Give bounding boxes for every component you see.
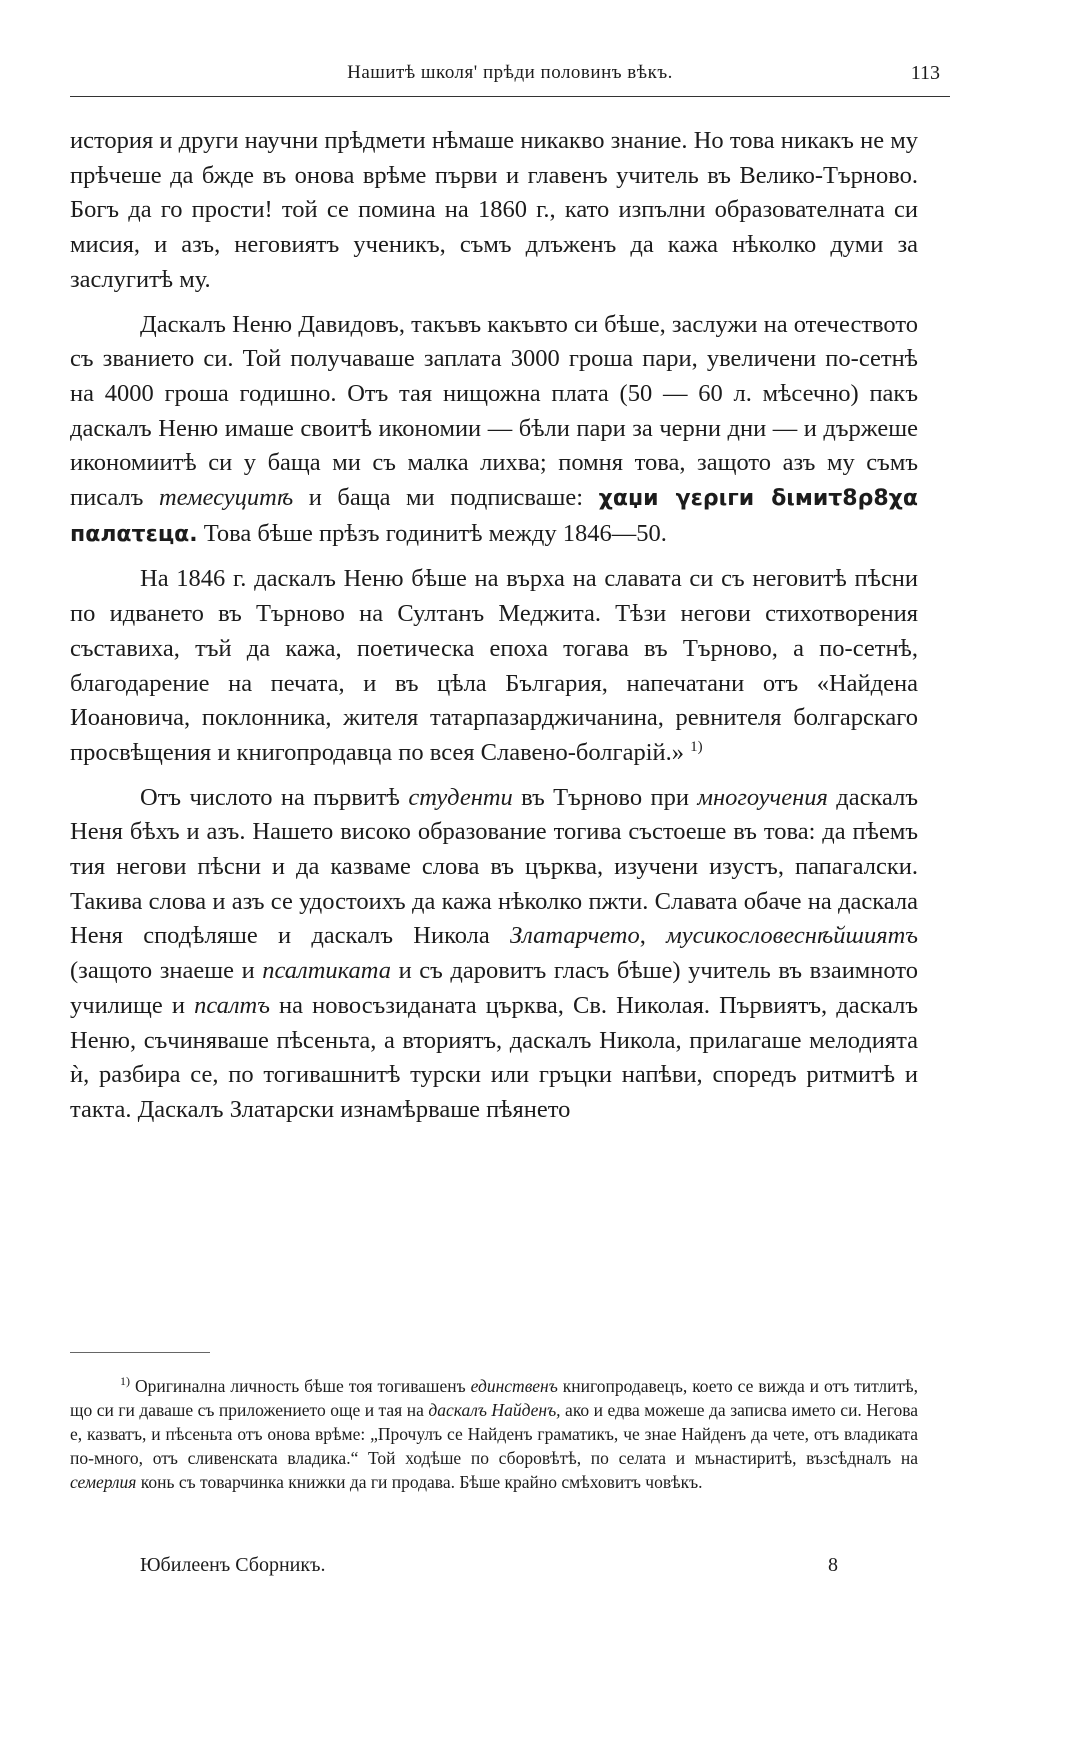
text-run: , (639, 922, 667, 950)
footnote (70, 1374, 918, 1494)
footnote-divider (70, 1352, 210, 1353)
italic-term: семерлия (70, 1472, 137, 1492)
text-run: и баща ми подписваше: (293, 484, 599, 512)
text-run: Отъ числото на първитѣ (140, 783, 409, 811)
text-run: На 1846 г. даскалъ Неню бѣше на върха на славата си съ неговитѣ пѣсни по идването въ Търново на Султанъ Меджита. Тѣзи негови стихотворения съставиха, тъй да кажа, поетическа епоха тогава въ Търново, а по-сетнѣ, благодарение на печата, и въ цѣла България, напечатани отъ «Найдена Иоановича, поклонника, жителя татарпазарджичанина, ревнителя болгарскаго просвѣщения и книгопродавца по всея Славено-болгарій.» (70, 565, 918, 766)
italic-term: Златарчето (510, 922, 640, 950)
italic-term: псалтъ (194, 991, 270, 1019)
footnote-text (70, 1376, 918, 1492)
italic-term: темесуцитѣ (158, 484, 294, 512)
italic-term: мусикословеснѣйшиятъ (666, 922, 918, 950)
footnote-reference: 1) (690, 738, 703, 755)
footer-book-title: Юбилеенъ Сборникъ. (140, 1554, 326, 1576)
text-run: и съ даровитъ гласъ бѣше) учитель въ взаимното училище и (70, 957, 918, 1019)
text-run: история и други научни прѣдмети нѣмаше никакво знание. Но това никакъ не му прѣчеше да бжде въ онова врѣме първи и главенъ учитель въ Велико-Търново. Богъ да го прости! той се помина на 1860 г., като изпълни образователната си мисия, и азъ, неговиятъ ученикъ, съмъ длъженъ да кажа нѣколко думи за заслугитѣ му. (70, 127, 918, 293)
page-number: 113 (910, 62, 940, 84)
text-run: въ Търново при (512, 783, 698, 811)
paragraph (70, 562, 918, 770)
italic-term: единственъ (470, 1376, 558, 1396)
running-title: Нашитѣ школя' прѣди половинъ вѣкъ. (347, 62, 673, 83)
main-text (70, 124, 918, 1138)
text-run: ако и едва можеше да записва името си. Негова е, казватъ, и пѣсеньта отъ онова врѣме: „Прочулъ се Найденъ граматикъ, че знае Найденъ да чете, отъ владиката по-много, отъ сливенската владика.“ Той ходѣше по сборовѣтѣ, по селата и мънастиритѣ, възсѣдналъ на (70, 1400, 918, 1468)
italic-term: псалтиката (262, 957, 391, 985)
paragraph (70, 124, 918, 298)
page-header (70, 56, 950, 97)
text-run: (защото знаеше и (70, 957, 263, 985)
greek-signature: χαџи γεριги διмиτ8ρ8χα пαлατεцα. (70, 486, 918, 547)
paragraph (70, 308, 918, 553)
text-run: Оригинална личность бѣше тоя тогивашенъ (130, 1376, 471, 1396)
text-run: даскалъ Неня бѣхъ и азъ. Нашето високо образование тогива състоеше въ това: да пѣемъ тия негови пѣсни и да казваме слова въ църква, изучени изустъ, папагалски. Такива слова и азъ се удостоихъ да кажа нѣколко пжти. Славата обаче на даскала Неня сподѣляше и даскалъ Никола (70, 783, 919, 950)
text-run: Даскалъ Неню Давидовъ, такъвъ какъвто си бѣше, заслужи на отечеството съ званието си. Той получаваше заплата 3000 гроша пари, увеличени по-сетнѣ на 4000 гроша годишно. Отъ тая нищожна плата (50 — 60 л. мѣсечно) пакъ даскалъ Неню имаше своитѣ икономии — бѣли пари за черни дни — и държеше икономиитѣ си у баща ми съ малка лихва; помня това, защото азъ му съмъ писалъ (70, 310, 918, 512)
paragraph (70, 781, 918, 1128)
text-run: Това бѣше прѣзъ годинитѣ между 1846—50. (197, 519, 667, 547)
footer-signature: 8 (828, 1554, 838, 1576)
text-run: на новосъзиданата църква, Св. Николая. Първиятъ, даскалъ Неню, съчиняваше пѣсеньта, а вториятъ, даскалъ Никола, прилагаше мелодията ѝ, разбира се, по тогивашнитѣ турски или гръцки напѣви, споредъ ритмитѣ и такта. Даскалъ Златарски изнамѣрваше пѣянето (70, 991, 919, 1123)
italic-term: многоучения (697, 783, 828, 811)
text-run: конь съ товарчинка книжки да ги продава. Бѣше крайно смѣховитъ човѣкъ. (136, 1472, 703, 1492)
footnote-number: 1) (120, 1374, 130, 1389)
italic-term: даскалъ Найденъ, (428, 1400, 561, 1420)
text-run: книгопродавецъ, което се вижда и отъ титлитѣ, що си ги даваше съ приложението още и тая на (70, 1376, 918, 1420)
italic-term: студенти (408, 783, 513, 811)
